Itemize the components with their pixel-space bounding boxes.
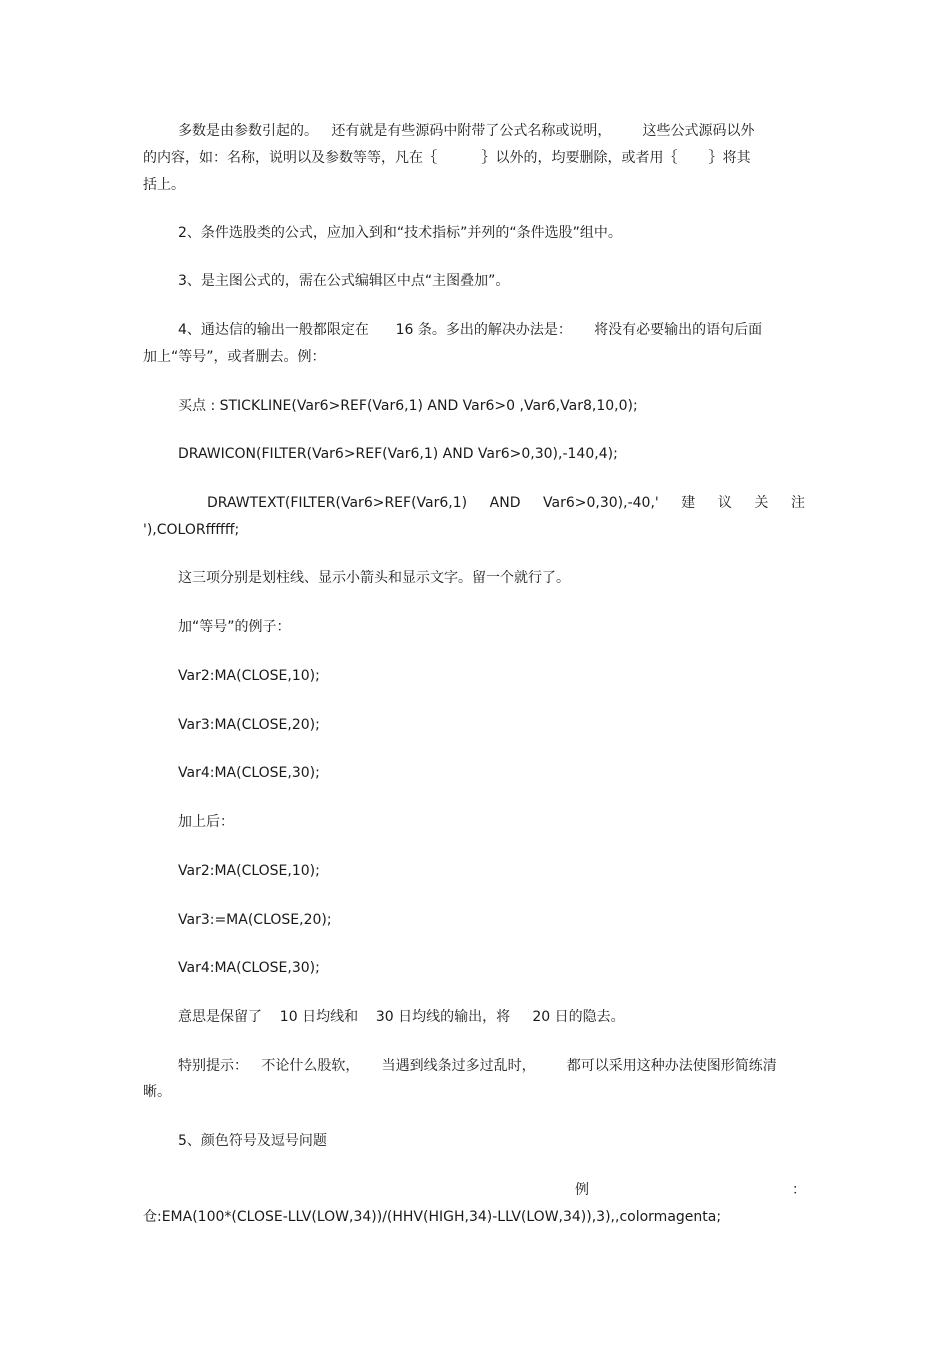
paragraph-example-heading: 加“等号”的例子： (178, 619, 291, 635)
paragraph-2: 2、条件选股类的公式，应加入到和“技术指标”并列的“条件选股”组中。 (178, 225, 622, 241)
example-before-line-3: Var4:MA(CLOSE,30); (178, 765, 320, 781)
paragraph-1-line-2: 的内容，如：名称，说明以及参数等等，凡在｛ ｝以外的，均要删除，或者用｛ ｝将其 (143, 150, 751, 166)
code-line-drawicon: DRAWICON(FILTER(Var6>REF(Var6,1) AND Var6>0,30),-140,4); (178, 446, 618, 462)
example-word: 例 (575, 1182, 589, 1198)
code-drawtext-part-1: DRAWTEXT(FILTER(Var6>REF(Var6,1) (207, 495, 468, 511)
paragraph-3: 3、是主图公式的，需在公式编辑区中点“主图叠加”。 (178, 273, 510, 289)
code-drawtext-part-7: 注 (790, 495, 805, 511)
example-before-line-1: Var2:MA(CLOSE,10); (178, 668, 320, 684)
example-before-line-2: Var3:MA(CLOSE,20); (178, 717, 320, 733)
code-drawtext-part-5: 议 (717, 495, 732, 511)
paragraph-meaning: 意思是保留了 10 日均线和 30 日均线的输出，将 20 日的隐去。 (178, 1009, 625, 1025)
paragraph-4-line-2: 加上“等号”，或者删去。例： (143, 349, 326, 365)
paragraph-tip-line-2: 晰。 (143, 1084, 171, 1100)
paragraph-explanation: 这三项分别是划柱线、显示小箭头和显示文字。留一个就行了。 (178, 570, 570, 586)
code-drawtext-part-4: 建 (681, 495, 696, 511)
paragraph-1-line-1: 多数是由参数引起的。 还有就是有些源码中附带了公式名称或说明， 这些公式源码以外 (178, 123, 755, 139)
code-line-drawtext (207, 493, 805, 513)
code-drawtext-part-2: AND (489, 495, 521, 511)
paragraph-5-heading: 5、颜色符号及逗号问题 (178, 1133, 327, 1149)
code-drawtext-part-6: 关 (754, 495, 769, 511)
example-after-line-2: Var3:=MA(CLOSE,20); (178, 912, 332, 928)
paragraph-after-heading: 加上后： (178, 814, 234, 830)
code-drawtext-part-3: Var6>0,30),-40,' (543, 495, 659, 511)
example-after-line-3: Var4:MA(CLOSE,30); (178, 960, 320, 976)
paragraph-tip-line-1: 特别提示： 不论什么股软， 当遇到线条过多过乱时， 都可以采用这种办法使图形简练清 (178, 1058, 777, 1074)
code-line-stickline: 买点 : STICKLINE(Var6>REF(Var6,1) AND Var6>0 ,Var6,Var8,10,0); (178, 398, 638, 414)
example-after-line-1: Var2:MA(CLOSE,10); (178, 863, 320, 879)
paragraph-1-line-3: 括上。 (143, 177, 185, 193)
code-line-drawtext-continued: '),COLORffffff; (143, 522, 240, 538)
paragraph-4-line-1: 4、通达信的输出一般都限定在 16 条。多出的解决办法是： 将没有必要输出的语句后面 (178, 322, 763, 338)
example-colon: ： (792, 1182, 806, 1198)
code-line-ema: 仓:EMA(100*(CLOSE-LLV(LOW,34))/(HHV(HIGH,34)-LLV(LOW,34)),3),,colormagenta; (143, 1209, 722, 1225)
